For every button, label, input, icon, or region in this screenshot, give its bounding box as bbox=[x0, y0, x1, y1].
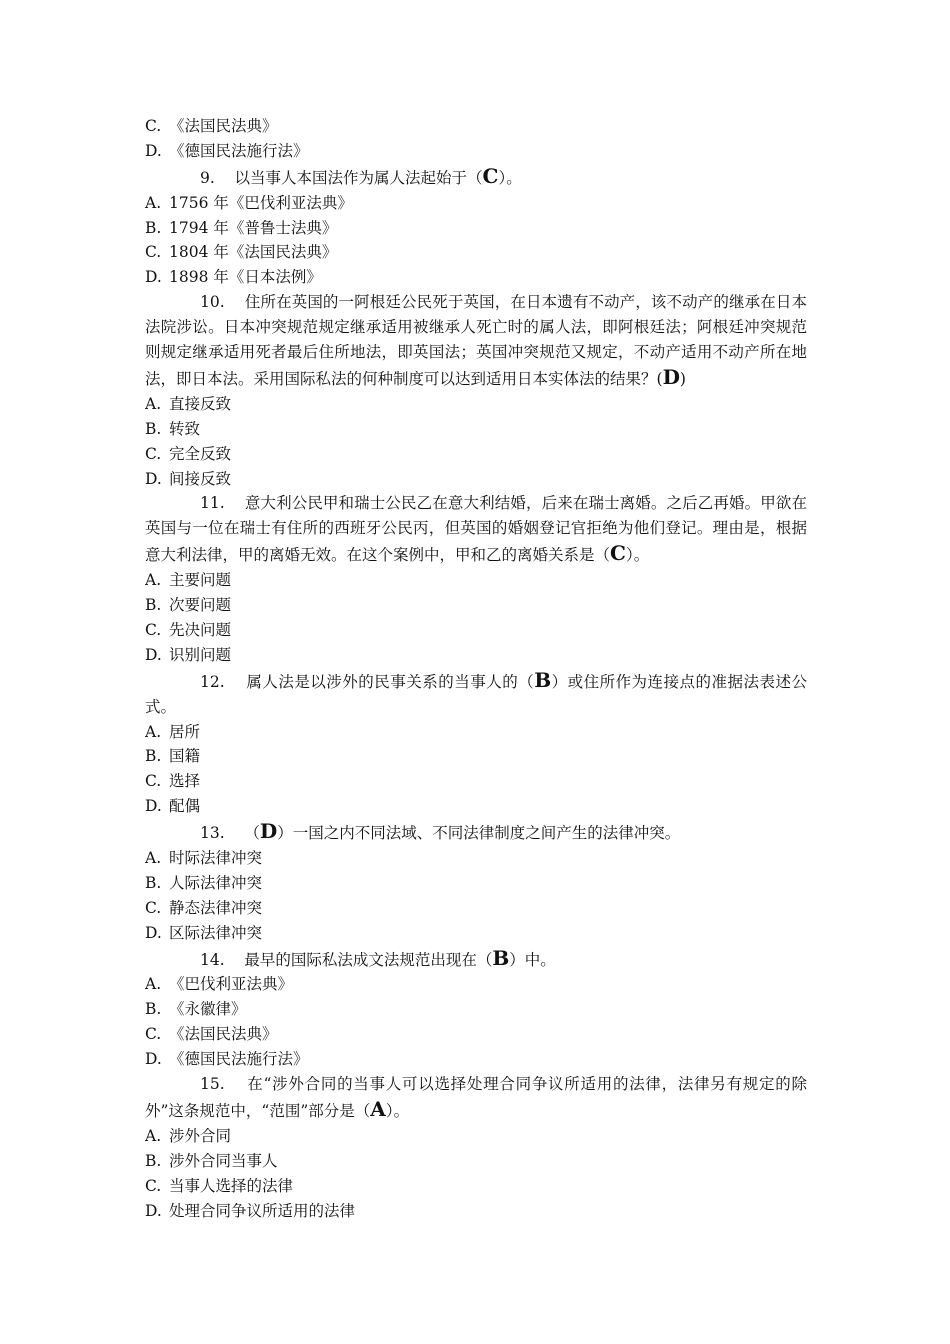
question-item bbox=[145, 819, 807, 846]
answer-option bbox=[145, 216, 807, 241]
question-text: 意大利公民甲和瑞士公民乙在意大利结婚，后来在瑞士离婚。之后乙再婚。甲欲在英国与一位在瑞士有住所的西班牙公民丙，但英国的婚姻登记官拒绝为他们登记。理由是，根据意大利法律，甲的离婚无效。在这个案例中，甲和乙的离婚关系是（ bbox=[145, 494, 807, 565]
question-number: 15. bbox=[200, 1075, 225, 1094]
answer-option bbox=[145, 568, 807, 593]
answer-option bbox=[145, 467, 807, 492]
answer-key: C bbox=[482, 163, 499, 188]
question-item bbox=[145, 668, 807, 720]
answer-option bbox=[145, 921, 807, 946]
question-number: 10. bbox=[200, 293, 225, 312]
question-number: 14. bbox=[200, 950, 225, 969]
option-letter: A. bbox=[145, 1126, 162, 1145]
answer-option bbox=[145, 618, 807, 643]
option-letter: A. bbox=[145, 849, 162, 867]
option-text: 1804 年《法国民法典》 bbox=[169, 243, 338, 262]
option-letter: D. bbox=[145, 645, 162, 664]
option-text: 次要问题 bbox=[169, 596, 232, 615]
option-letter: D. bbox=[145, 1050, 162, 1069]
option-letter: C. bbox=[145, 444, 162, 463]
question-list bbox=[145, 114, 807, 1223]
answer-option bbox=[145, 1174, 807, 1199]
question-text-end: ）中。 bbox=[509, 950, 556, 969]
answer-option bbox=[145, 1047, 807, 1072]
question-item bbox=[145, 1072, 807, 1124]
option-letter: D. bbox=[145, 268, 162, 287]
option-text: 转致 bbox=[169, 419, 201, 438]
answer-option bbox=[145, 1199, 807, 1224]
question-text-end: ）一国之内不同法域、不同法律制度之间产生的法律冲突。 bbox=[277, 824, 681, 843]
answer-key: D bbox=[259, 819, 278, 844]
option-text: 1898 年《日本法例》 bbox=[169, 268, 322, 287]
option-text: 《巴伐利亚法典》 bbox=[169, 975, 294, 994]
answer-option bbox=[145, 643, 807, 668]
option-letter: B. bbox=[145, 596, 162, 615]
question-text: 以当事人本国法作为属人法起始于（ bbox=[234, 168, 483, 187]
question-text: 最早的国际私法成文法规范出现在（ bbox=[244, 950, 493, 969]
option-text: 直接反致 bbox=[169, 394, 232, 413]
option-text: 《德国民法施行法》 bbox=[169, 141, 309, 160]
answer-option bbox=[145, 392, 807, 417]
option-letter: D. bbox=[145, 141, 162, 160]
question-text-end: ）。 bbox=[385, 1101, 410, 1120]
question-text-end: ) bbox=[679, 369, 686, 388]
option-text: 配偶 bbox=[169, 797, 201, 816]
option-letter: A. bbox=[145, 571, 162, 590]
option-text: 涉外合同 bbox=[169, 1126, 232, 1145]
answer-key: C bbox=[610, 541, 626, 566]
answer-option bbox=[145, 794, 807, 819]
question-text-end: ）。 bbox=[625, 546, 650, 565]
answer-option bbox=[145, 846, 807, 871]
question-number: 11. bbox=[200, 494, 225, 513]
option-letter: C. bbox=[145, 1176, 162, 1195]
option-letter: B. bbox=[145, 1151, 162, 1170]
answer-key: D bbox=[662, 364, 680, 389]
option-text: 《德国民法施行法》 bbox=[169, 1050, 309, 1069]
answer-option bbox=[145, 1149, 807, 1174]
option-text: 国籍 bbox=[169, 747, 201, 766]
option-letter: B. bbox=[145, 873, 162, 892]
option-text: 处理合同争议所适用的法律 bbox=[169, 1201, 356, 1220]
question-text: （ bbox=[244, 824, 260, 843]
option-text: 时际法律冲突 bbox=[169, 849, 263, 867]
option-text: 区际法律冲突 bbox=[169, 923, 263, 942]
option-letter: A. bbox=[145, 394, 162, 413]
answer-option bbox=[145, 871, 807, 896]
option-letter: D. bbox=[145, 797, 162, 816]
answer-option bbox=[145, 417, 807, 442]
question-number: 12. bbox=[200, 672, 225, 691]
option-text: 涉外合同当事人 bbox=[169, 1151, 278, 1170]
option-letter: A. bbox=[145, 193, 162, 212]
option-letter: B. bbox=[145, 218, 162, 237]
answer-option bbox=[145, 997, 807, 1022]
question-item bbox=[145, 290, 807, 392]
option-text: 当事人选择的法律 bbox=[169, 1176, 294, 1195]
question-text-end: ）。 bbox=[498, 168, 522, 187]
question-item bbox=[145, 164, 807, 191]
answer-option bbox=[145, 114, 807, 139]
question-item bbox=[145, 946, 807, 973]
option-text: 选择 bbox=[169, 772, 201, 791]
answer-key: A bbox=[370, 1096, 386, 1121]
option-text: 静态法律冲突 bbox=[169, 898, 263, 917]
question-text: 在“涉外合同的当事人可以选择处理合同争议所适用的法律，法律另有规定的除外”这条规范中，“范围”部分是（ bbox=[145, 1075, 807, 1120]
option-letter: A. bbox=[145, 975, 162, 994]
answer-key: B bbox=[492, 945, 510, 970]
option-letter: A. bbox=[145, 722, 162, 741]
option-letter: C. bbox=[145, 243, 162, 262]
question-number: 13. bbox=[200, 824, 225, 843]
option-text: 《法国民法典》 bbox=[169, 1025, 278, 1044]
answer-option bbox=[145, 265, 807, 290]
option-letter: C. bbox=[145, 1025, 162, 1044]
option-letter: D. bbox=[145, 469, 162, 488]
answer-option bbox=[145, 1124, 807, 1149]
answer-key: B bbox=[534, 667, 552, 692]
answer-option bbox=[145, 972, 807, 997]
answer-option bbox=[145, 191, 807, 216]
answer-option bbox=[145, 593, 807, 618]
answer-option bbox=[145, 1022, 807, 1047]
answer-option bbox=[145, 240, 807, 265]
option-letter: C. bbox=[145, 772, 162, 791]
option-letter: B. bbox=[145, 1000, 162, 1019]
option-text: 主要问题 bbox=[169, 571, 232, 590]
answer-option bbox=[145, 744, 807, 769]
option-letter: D. bbox=[145, 1201, 162, 1220]
option-text: 1756 年《巴伐利亚法典》 bbox=[169, 193, 353, 212]
option-text: 识别问题 bbox=[169, 645, 232, 664]
option-text: 1794 年《普鲁士法典》 bbox=[169, 218, 338, 237]
option-letter: D. bbox=[145, 923, 162, 942]
option-text: 间接反致 bbox=[169, 469, 232, 488]
answer-option bbox=[145, 139, 807, 164]
question-number: 9. bbox=[200, 168, 215, 187]
option-letter: C. bbox=[145, 117, 162, 135]
option-text: 人际法律冲突 bbox=[169, 873, 263, 892]
answer-option bbox=[145, 442, 807, 467]
option-letter: C. bbox=[145, 620, 162, 639]
option-text: 完全反致 bbox=[169, 444, 232, 463]
answer-option bbox=[145, 769, 807, 794]
question-text: 属人法是以涉外的民事关系的当事人的（ bbox=[246, 672, 535, 691]
question-text-end: ）或住所作为连接点的准据法表述公式。 bbox=[145, 672, 807, 716]
answer-option bbox=[145, 720, 807, 745]
question-text: 住所在英国的一阿根廷公民死于英国，在日本遗有不动产，该不动产的继承在日本法院涉讼。日本冲突规范规定继承适用被继承人死亡时的属人法，即阿根廷法；阿根廷冲突规范则规定继承适用死者最后住所地法，即英国法；英国冲突规范又规定，不动产适用不动产所在地法，即日本法。采用国际私法的何种制度可以达到适用日本实体法的结果？( bbox=[145, 293, 807, 388]
option-letter: B. bbox=[145, 419, 162, 438]
option-letter: B. bbox=[145, 747, 162, 766]
answer-option bbox=[145, 896, 807, 921]
question-item bbox=[145, 491, 807, 568]
option-letter: C. bbox=[145, 898, 162, 917]
option-text: 先决问题 bbox=[169, 620, 232, 639]
option-text: 《法国民法典》 bbox=[169, 117, 278, 135]
option-text: 《永徽律》 bbox=[169, 1000, 247, 1019]
option-text: 居所 bbox=[169, 722, 201, 741]
